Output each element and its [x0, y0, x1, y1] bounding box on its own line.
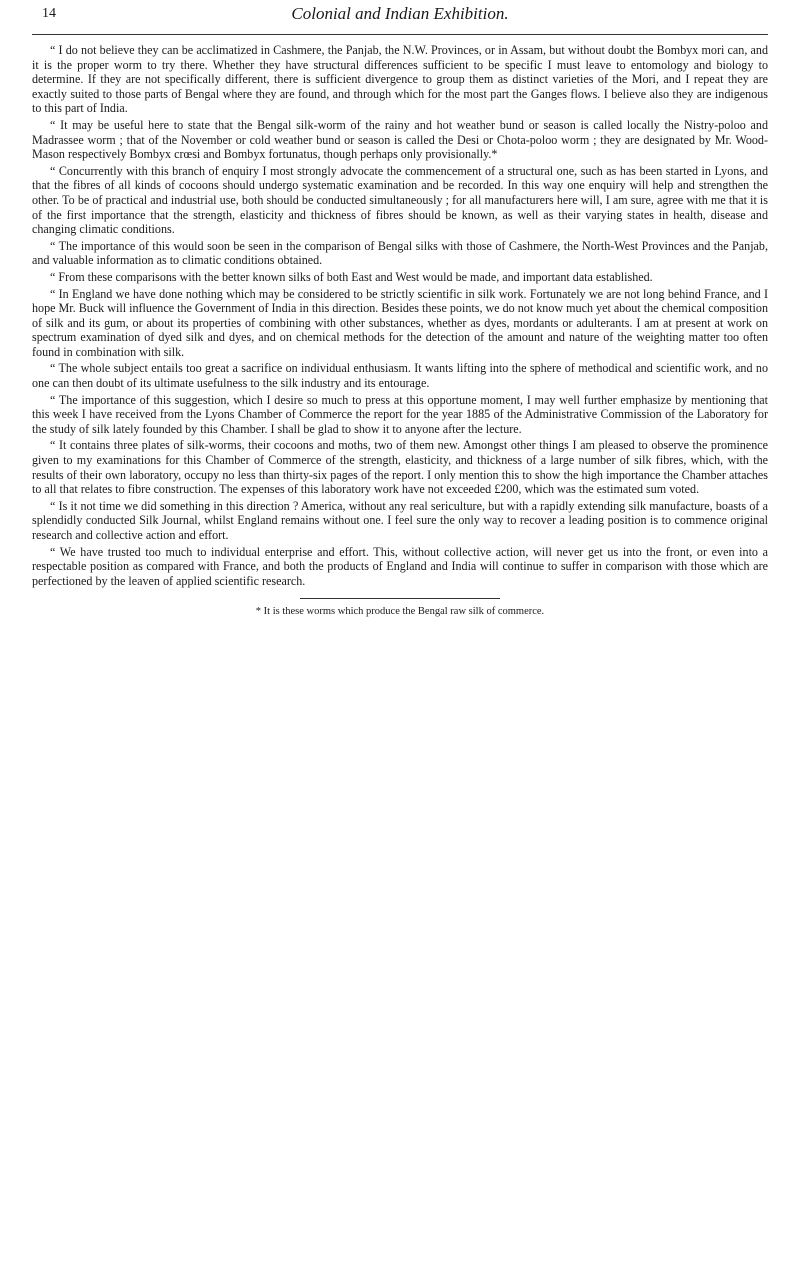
- running-title: Colonial and Indian Exhibition.: [291, 4, 509, 23]
- page-header: [32, 4, 768, 34]
- paragraph-2: “ It may be useful here to state that the Bengal silk-worm of the rainy and hot weather bund or season is called locally the Nistry-poloo and Madrassee worm ; that of the November or cold weather bund or season is called the Desi or Chota-poloo worm ; they are designated by Mr. Wood-Mason respectively Bombyx crœsi and Bombyx fortunatus, though perhaps only provisionally.*: [32, 117, 768, 162]
- paragraph-1: “ I do not believe they can be acclimatized in Cashmere, the Panjab, the N.W. Provinces, or in Assam, but without doubt the Bombyx mori can, and it is the proper worm to try there. Whether they have structural differences sufficient to be specific I must leave to entomology and biology to determine. If they are not specifically different, there is sufficient divergence to group them as distinct varieties of the Mori, and I repeat they are exactly suited to those parts of Bengal where they are found, and through which for the most part the Ganges flows. I believe also they are indigenous to this part of India.: [32, 43, 768, 116]
- paragraph-7: “ The whole subject entails too great a sacrifice on individual enthusiasm. It wants lifting into the sphere of methodical and scientific work, and no one can then doubt of its ultimate usefulness to the silk industry and its entourage.: [32, 361, 768, 391]
- paragraph-3: “ Concurrently with this branch of enquiry I most strongly advocate the commencement of a structural one, such as has been started in Lyons, and that the fibres of all kinds of cocoons should undergo systematic examination and be recorded. In this way one enquiry will help and strengthen the other. To be of practical and industrial use, both should be conducted simultaneously ; for all manufacturers here will, I am sure, agree with me that it is of the first importance that the strength, elasticity and thickness of fibres should be known, as well as their varying states in health, disease and changing climatic conditions.: [32, 163, 768, 237]
- paragraph-10: “ Is it not time we did something in this direction ? America, without any real sericulture, but with a rapidly extending silk manufacture, boasts of a splendidly conducted Silk Journal, whilst England remains without one. I feel sure the only way to recover a leading position is to commence original research and collective action and effort.: [32, 498, 768, 542]
- paragraph-4: “ The importance of this would soon be seen in the comparison of Bengal silks with those of Cashmere, the North-West Provinces and the Panjab, and valuable information as to climatic conditions obtained.: [32, 238, 768, 268]
- header-rule: [32, 34, 768, 35]
- paragraph-11: “ We have trusted too much to individual enterprise and effort. This, without collective action, will never get us into the front, or even into a respectable position as compared with France, and both the products of England and India will continue to suffer in comparison with those which are perfectioned by the leaven of applied scientific research.: [32, 544, 768, 588]
- body-text: [32, 43, 768, 588]
- footnote: * It is these worms which produce the Bengal raw silk of commerce.: [255, 606, 545, 618]
- paragraph-5: “ From these comparisons with the better known silks of both East and West would be made, and important data established.: [50, 269, 653, 284]
- paragraph-9: “ It contains three plates of silk-worms, their cocoons and moths, two of them new. Amongst other things I am pleased to observe the prominence given to my examinations for this Chamber of Commerce of the strength, elasticity, and thickness of a large number of silk fibres, which, with the results of their own laboratory, occupy no less than thirty-six pages of the report. I only mention this to show the high importance the Chamber attaches to all that relates to fibre construction. The expenses of this laboratory work have not exceeded £200, which was the estimated sum voted.: [32, 438, 768, 497]
- footnote-rule: [300, 598, 500, 599]
- page: [32, 0, 768, 1267]
- paragraph-6: “ In England we have done nothing which may be considered to be strictly scientific in silk work. Fortunately we are not long behind France, and I hope Mr. Buck will influence the Government of India in this direction. Besides these points, we do not know much yet about the chemical composition of silk and its gum, or about its properties of combining with other substances, whether as dyes, mordants or adulterants. I am at present at work on spectrum examination of dyed silk and dyes, and on chemical methods for the detection of the amount and nature of the weighting matter too often found in combination with silk.: [32, 286, 768, 359]
- paragraph-8: “ The importance of this suggestion, which I desire so much to press at this opportune moment, I may well further emphasize by mentioning that this week I have received from the Lyons Chamber of Commerce the report for the year 1885 of the Administrative Commission of the Laboratory for the study of silk lately founded by this Chamber. I shall be glad to show it to anyone after the lecture.: [32, 392, 768, 436]
- page-number: 14: [42, 6, 56, 21]
